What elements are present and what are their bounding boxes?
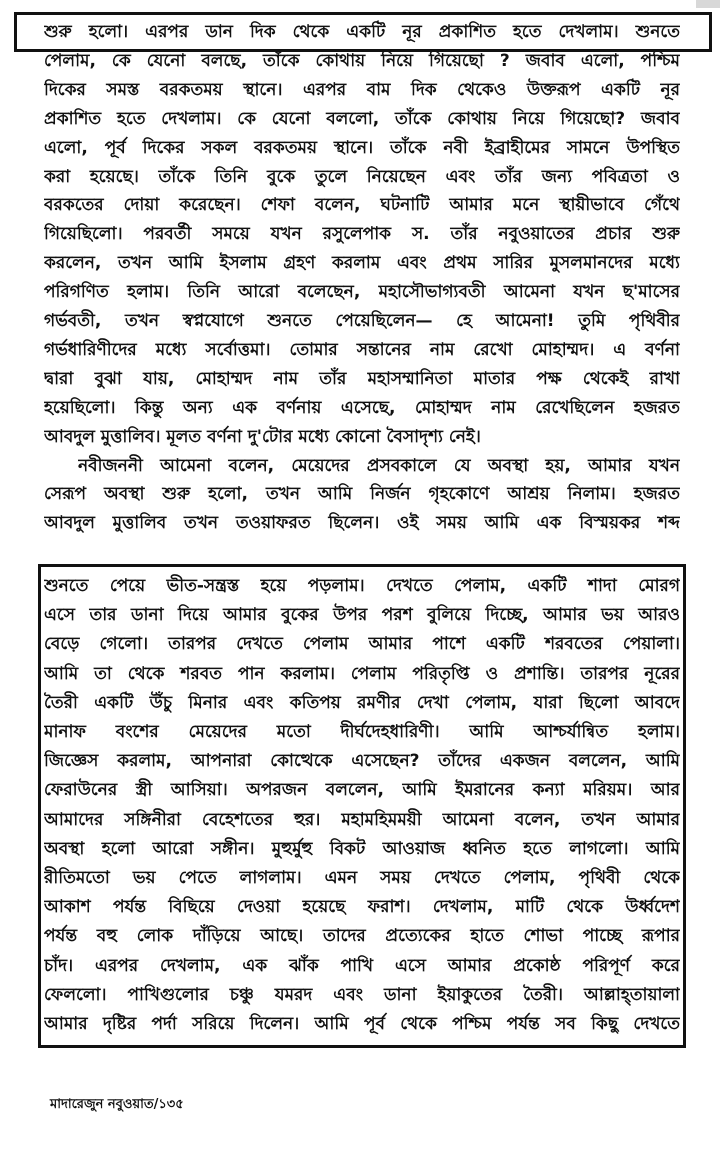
text-line: প্রকাশিত হতে দেখলাম। কে যেনো বললো, তাঁকে কোথায় নিয়ে গিয়েছো? জবাব [44, 108, 680, 129]
text-line: দ্বারা বুঝা যায়, মোহাম্মদ নাম তাঁর মহাসম্মানিতা মাতার পক্ষ থেকেই রাখা [44, 368, 680, 389]
text-line: আবদুল মুত্তালিব তখন তওয়াফরত ছিলেন। ওই সময় আমি এক বিস্ময়কর শব্দ [44, 513, 680, 534]
text-line: রীতিমতো ভয় পেতে লাগলাম। এমন সময় দেখতে পেলাম, পৃথিবী থেকে [44, 868, 680, 888]
text-line: পর্যন্ত বহু লোক দাঁড়িয়ে আছে। তাদের প্রত্যেকের হাতে শোভা পাচ্ছে রূপার [44, 926, 680, 947]
text-line: দিকের সমস্ত বরকতময় স্থানে। এরপর বাম দিক থেকেও উক্তরূপ একটি নূর [44, 79, 680, 100]
text-line: গিয়েছিলো। পরবর্তী সময়ে যখন রসুলেপাক স. তাঁর নবুওয়াতের প্রচার শুরু [44, 224, 680, 245]
text-line: অবস্থা হলো আরো সঙ্গীন। মুহুর্মুহু বিকট আওয়াজ ধ্বনিত হতে লাগলো। আমি [44, 838, 680, 859]
text-line: তৈরী একটি উঁচু মিনার এবং কতিপয় রমণীর দেখা পেলাম, যারা ছিলো আবদে [44, 692, 680, 713]
text-line: গর্ভধারিণীদের মধ্যে সর্বোত্তমা। তোমার সন্তানের নাম রেখো মোহাম্মদ। এ বর্ণনা [44, 339, 680, 360]
text-line: আকাশ পর্যন্ত বিছিয়ে দেওয়া হয়েছে ফরাশ। দেখলাম, মাটি থেকে উর্ধ্বদেশ [44, 897, 680, 918]
text-line: পেলাম, কে যেনো বলছে, তাঁকে কোথায় নিয়ে গিয়েছো ? জবাব এলো, পশ্চিম [44, 50, 680, 71]
page-footer: মাদারেজুন নবুওয়াত/১৩৫ [50, 1097, 184, 1112]
text-line: বেড়ে গেলো। তারপর দেখতে পেলাম আমার পাশে একটি শরবতের পেয়ালা। [44, 634, 680, 655]
text-line: আমাদের সঙ্গিনীরা বেহেশতের হুর। মহামহিমময়ী আমেনা বলেন, তখন আমার [44, 809, 680, 830]
text-line: এলো, পূর্ব দিকের সকল বরকতময় স্থানে। তাঁকে নবী ইব্রাহীমের সামনে উপস্থিত [44, 137, 680, 158]
text-line: হয়েছিলো। কিন্তু অন্য এক বর্ণনায় এসেছে, মোহাম্মদ নাম রেখেছিলেন হজরত [44, 397, 680, 418]
text-line: আমার দৃষ্টির পর্দা সরিয়ে দিলেন। আমি পূর্ব থেকে পশ্চিম পর্যন্ত সব কিছু দেখতে [44, 1014, 680, 1034]
text-line: করা হয়েছে। তাঁকে তিনি বুকে তুলে নিয়েছেন এবং তাঁর জন্য পবিত্রতা ও [44, 166, 680, 187]
text-line: শুনতে পেয়ে ভীত-সন্ত্রস্ত হয়ে পড়লাম। দেখতে পেলাম, একটি শাদা মোরগ [44, 576, 680, 596]
text-line: আবদুল মুত্তালিব। মূলত বর্ণনা দু'টোর মধ্যে কোনো বৈসাদৃশ্য নেই। [44, 426, 481, 447]
text-line: মানাফ বংশের মেয়েদের মতো দীর্ঘদেহধারিণী। আমি আশ্চর্যান্বিত হলাম। [44, 722, 680, 742]
text-line: পরিগণিত হলাম। তিনি আরো বলেছেন, মহাসৌভাগ্যবতী আমেনা যখন ছ'মাসের [44, 282, 680, 303]
text-line: গর্ভবতী, তখন স্বপ্নযোগে শুনতে পেয়েছিলেন— হে আমেনা! তুমি পৃথিবীর [44, 311, 680, 331]
text-line: বরকতের দোয়া করেছেন। শেফা বলেন, ঘটনাটি আমার মনে স্থায়ীভাবে গেঁথে [44, 195, 680, 216]
text-line: এসে তার ডানা দিয়ে আমার বুকের উপর পরশ বুলিয়ে দিচ্ছে, আমার ভয় আরও [44, 605, 680, 626]
text-line: সেরূপ অবস্থা শুরু হলো, তখন আমি নির্জন গৃহকোণে আশ্রয় নিলাম। হজরত [44, 484, 680, 505]
text-line: চাঁদ। এরপর দেখলাম, এক ঝাঁক পাখি এসে আমার প্রকোষ্ঠ পরিপূর্ণ করে [44, 955, 680, 976]
text-line: করলেন, তখন আমি ইসলাম গ্রহণ করলাম এবং প্রথম সারির মুসলমানদের মধ্যে [44, 253, 680, 274]
text-line: নবীজননী আমেনা বলেন, মেয়েদের প্রসবকালে যে অবস্থা হয়, আমার যখন [78, 455, 680, 476]
text-line: জিজ্ঞেস করলাম, আপনারা কোত্থেকে এসেছেন? তাঁদের একজন বললেন, আমি [44, 751, 680, 772]
text-line: শুরু হলো। এরপর ডান দিক থেকে একটি নূর প্রকাশিত হতে দেখলাম। শুনতে [44, 22, 680, 42]
scan-corner-artifact [696, 0, 720, 8]
text-line: আমি তা থেকে শরবত পান করলাম। পেলাম পরিতৃপ্তি ও প্রশান্তি। তারপর নূরের [44, 663, 680, 684]
text-line: ফেরাউনের স্ত্রী আসিয়া। অপরজন বললেন, আমি ইমরানের কন্যা মরিয়ম। আর [44, 780, 680, 801]
text-line: ফেললো। পাখিগুলোর চঞ্চু যমরদ এবং ডানা ইয়াকুতের তৈরী। আল্লাহ্‌তায়ালা [44, 984, 680, 1005]
